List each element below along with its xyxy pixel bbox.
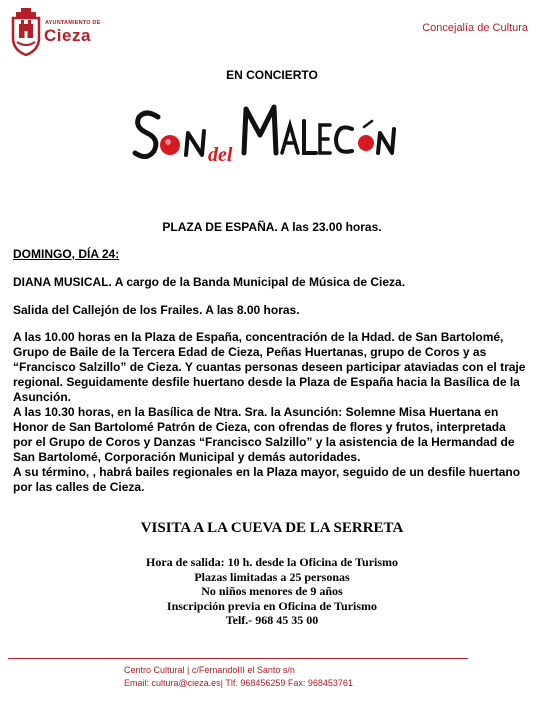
- program-paragraph: A las 10.00 horas en la Plaza de España, concentración de la Hdad. de San Bartolomé, Grupo de Baile de la Tercera Edad de Cieza, Peñas Huertanas, grupo de Coros y as “Francisco Salzillo” de Cieza. Y cuantas personas deseen participar ataviadas con el traje regional. Seguidamente desfile huertano desde la Plaza de España hacia la Basílica de la Asunción.: [13, 330, 526, 404]
- visit-info: [0, 555, 544, 628]
- intro-heading: EN CONCIERTO: [226, 68, 318, 82]
- footer-contact: Email: cultura@cieza.es| Tlf. 968456259 Fax: 968453761: [124, 678, 353, 688]
- day-heading: DOMINGO, DÍA 24:: [13, 247, 120, 261]
- program-paragraph-block: [13, 330, 528, 495]
- svg-text:del: del: [208, 144, 233, 166]
- visit-info-line: No niños menores de 9 años: [201, 584, 343, 598]
- visit-info-line: Plazas limitadas a 25 personas: [194, 569, 350, 584]
- cieza-coat-of-arms-icon: [10, 8, 42, 56]
- logo-subtitle: AYUNTAMIENTO DE: [45, 20, 101, 26]
- footer-divider: [8, 658, 468, 659]
- logo-title: Cieza: [44, 26, 91, 45]
- department-name: Concejalía de Cultura: [422, 22, 528, 34]
- visit-info-line: Hora de salida: 10 h. desde la Oficina de Turismo: [145, 555, 399, 569]
- program-paragraph: Salida del Callejón de los Frailes. A las 8.00 horas.: [13, 303, 300, 317]
- program-paragraph: A las 10.30 horas, en la Basílica de Ntra. Sra. la Asunción: Solemne Misa Huertana en Honor de San Bartolomé Patrón de Cieza, con ofrendas de flores y frutos, interpretada por el Grupo de Coros y Danzas “Francisco Salzillo” y la asistencia de la Hermandad de San Bartolomé, Corporación Municipal y demás autoridades.: [13, 405, 515, 464]
- footer-address: Centro Cultural | c/FernandoIII el Santo s/n: [124, 665, 295, 675]
- visit-info-line: Inscripción previa en Oficina de Turismo: [166, 598, 378, 613]
- cieza-logo: [10, 8, 101, 58]
- visit-title: VISITA A LA CUEVA DE LA SERRETA: [140, 520, 404, 536]
- event-location-time: PLAZA DE ESPAÑA. A las 23.00 horas.: [162, 220, 382, 234]
- visit-phone: Telf.- 968 45 35 00: [225, 613, 319, 627]
- son-del-malecon-logo: [130, 95, 400, 175]
- program-paragraph: DIANA MUSICAL. A cargo de la Banda Municipal de Música de Cieza.: [13, 275, 406, 289]
- program-paragraph: A su término, , habrá bailes regionales en la Plaza mayor, seguido de un desfile huertano por las calles de Cieza.: [13, 465, 521, 494]
- footer: [124, 664, 353, 690]
